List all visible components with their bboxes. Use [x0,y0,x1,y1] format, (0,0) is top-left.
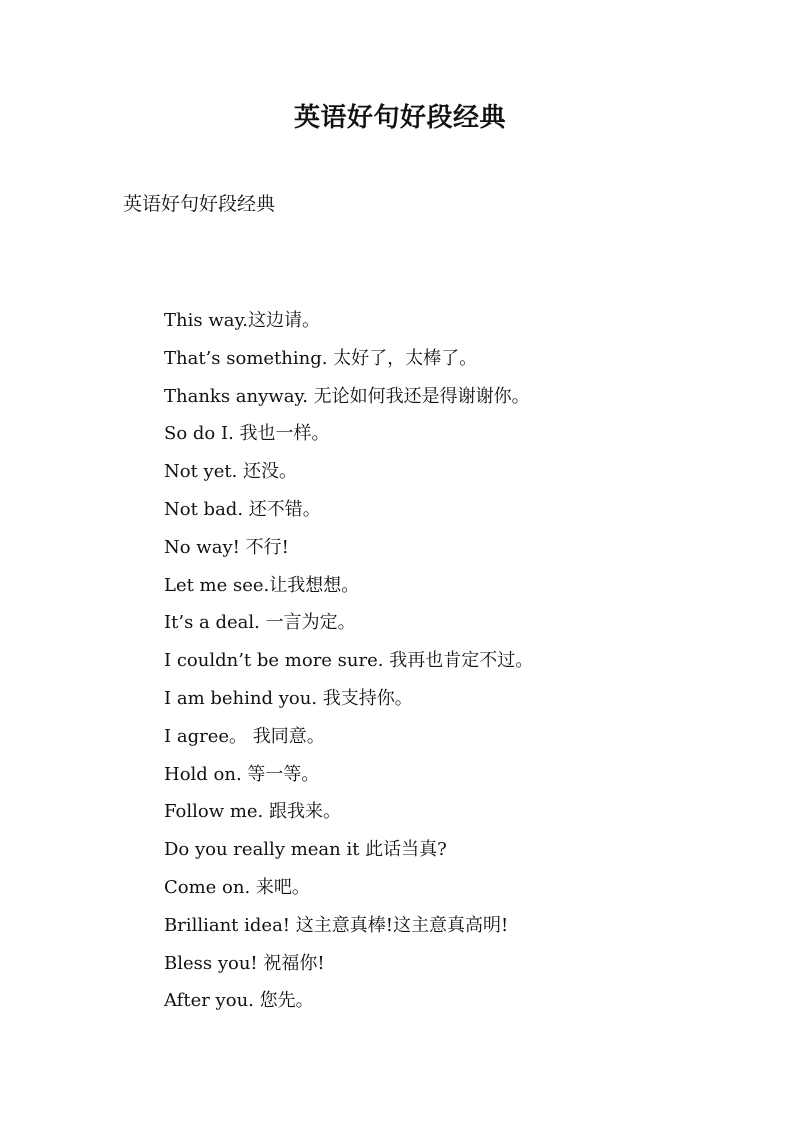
phrase-item: Do you really mean it 此话当真? [164,839,447,861]
phrase-item: This way.这边请。 [164,310,320,331]
phrase-list [164,302,533,1020]
phrase-item: So do I. 我也一样。 [164,423,330,445]
phrase-item: Let me see.让我想想。 [164,574,360,596]
phrase-item: Follow me. 跟我来。 [164,801,341,823]
phrase-item: I agree。 我同意。 [164,725,325,747]
phrase-item: That’s something. 太好了，太棒了。 [164,347,478,369]
phrase-item: I couldn’t be more sure. 我再也肯定不过。 [164,650,534,672]
phrase-item: Thanks anyway. 无论如何我还是得谢谢你。 [164,385,530,407]
document-title: 英语好句好段经典 [293,103,506,133]
phrase-item: Come on. 来吧。 [164,876,310,898]
phrase-item: Brilliant idea! 这主意真棒!这主意真高明! [164,914,509,936]
phrase-item: After you. 您先。 [164,990,314,1012]
phrase-item: No way! 不行! [164,536,289,558]
phrase-item: Bless you! 祝福你! [164,952,325,974]
phrase-item: Not bad. 还不错。 [164,498,321,520]
phrase-item: Hold on. 等一等。 [164,763,320,785]
phrase-item: Not yet. 还没。 [164,461,298,483]
document-subtitle: 英语好句好段经典 [123,193,276,215]
phrase-item: I am behind you. 我支持你。 [164,687,413,709]
phrase-item: It’s a deal. 一言为定。 [164,612,356,634]
